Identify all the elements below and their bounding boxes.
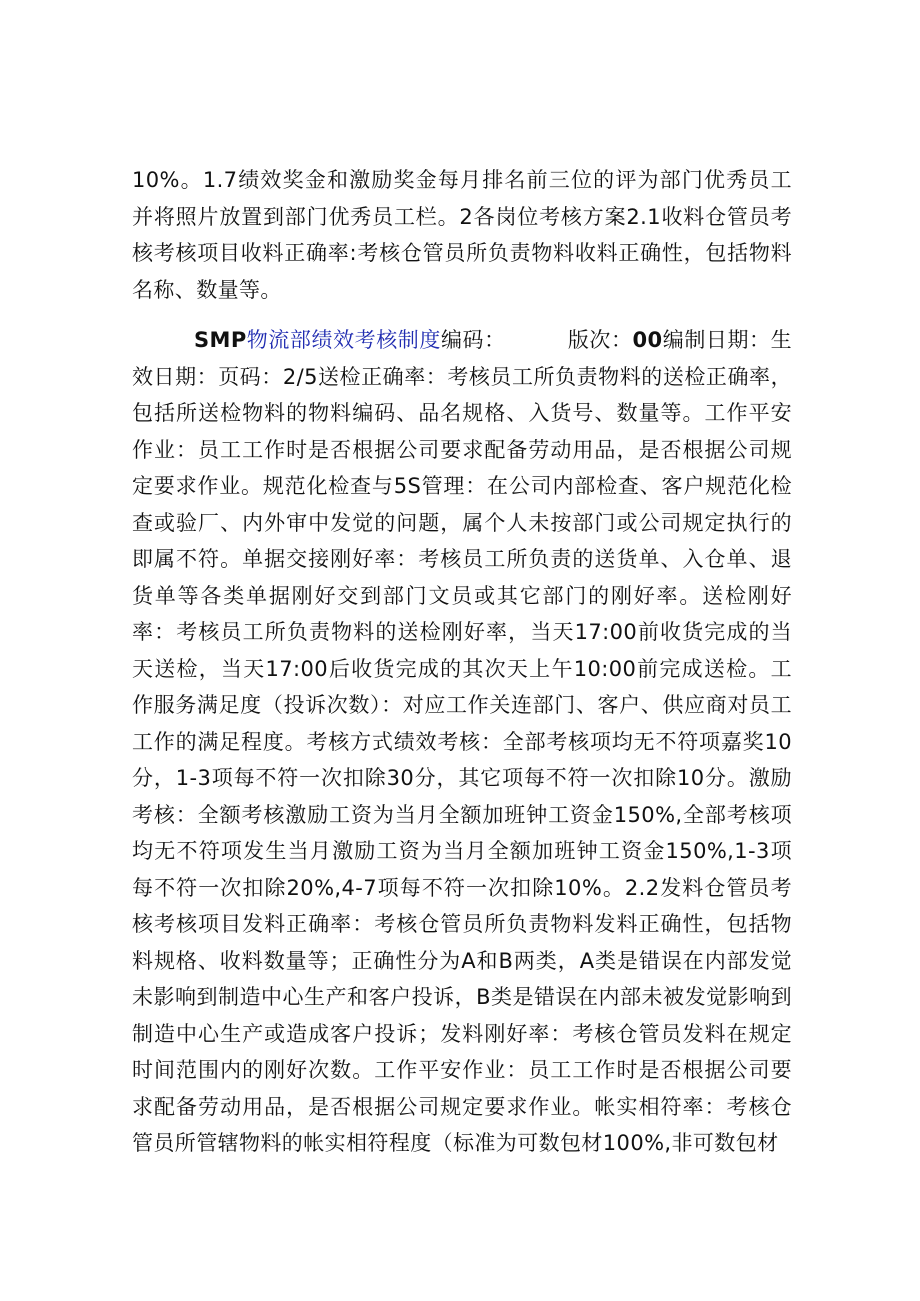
version-label: 版次： [567,328,633,352]
body-text: 生效日期：页码：2/5送检正确率：考核员工所负责物料的送检正确率，包括所送检物料的物料编码、品名规格、入货号、数量等。工作平安作业：员工工作时是否根据公司要求配备劳动用品，是否根据公司规定要求作业。规范化检查与5S管理：在公司内部检查、客户规范化检查或验厂、内外审中发觉的问题，属个人未按部门或公司规定执行的即属不符。单据交接刚好率：考核员工所负责的送货单、入仓单、退货单等各类单据刚好交到部门文员或其它部门的刚好率。送检刚好率：考核员工所负责物料的送检刚好率，当天17:00前收货完成的当天送检，当天17:00后收货完成的其次天上午10:00前完成送检。工作服务满足度（投诉次数）：对应工作关连部门、客户、供应商对员工工作的满足程度。考核方式绩效考核：全部考核项均无不符项嘉奖10分，1-3项每不符一次扣除30分，其它项每不符一次扣除10分。激励考核：全额考核激励工资为当月全额加班钟工资金150%,全部考核项均无不符项发生当月激励工资为当月全额加班钟工资金150%,1-3项每不符一次扣除20%,4-7项每不符一次扣除10%。2.2发料仓管员考核考核项目发料正确率：考核仓管员所负责物料发料正确性，包括物料规格、收料数量等；正确性分为A和B两类，A类是错误在内部发觉未影响到制造中心生产和客户投诉，B类是错误在内部未被发觉影响到制造中心生产或造成客户投诉；发料刚好率：考核仓管员发料在规定时间范围内的刚好次数。工作平安作业：员工工作时是否根据公司要求配备劳动用品，是否根据公司规定要求作业。帐实相符率：考核仓管员所管辖物料的帐实相符程度（标准为可数包材100%,非可数包材 [132,328,793,1155]
date-label: 编制日期： [662,328,771,352]
body-paragraph [132,322,792,1162]
header-prefix: SMP [194,328,247,352]
document-title: 物流部绩效考核制度 [246,328,441,352]
code-label: 编码： [440,328,506,352]
intro-paragraph: 10%。1.7绩效奖金和激励奖金每月排名前三位的评为部门优秀员工并将照片放置到部门优秀员工栏。2各岗位考核方案2.1收料仓管员考核考核项目收料正确率:考核仓管员所负责物料收料正确性，包括物料名称、数量等。 [132,168,792,302]
version-value: 00 [632,328,663,352]
